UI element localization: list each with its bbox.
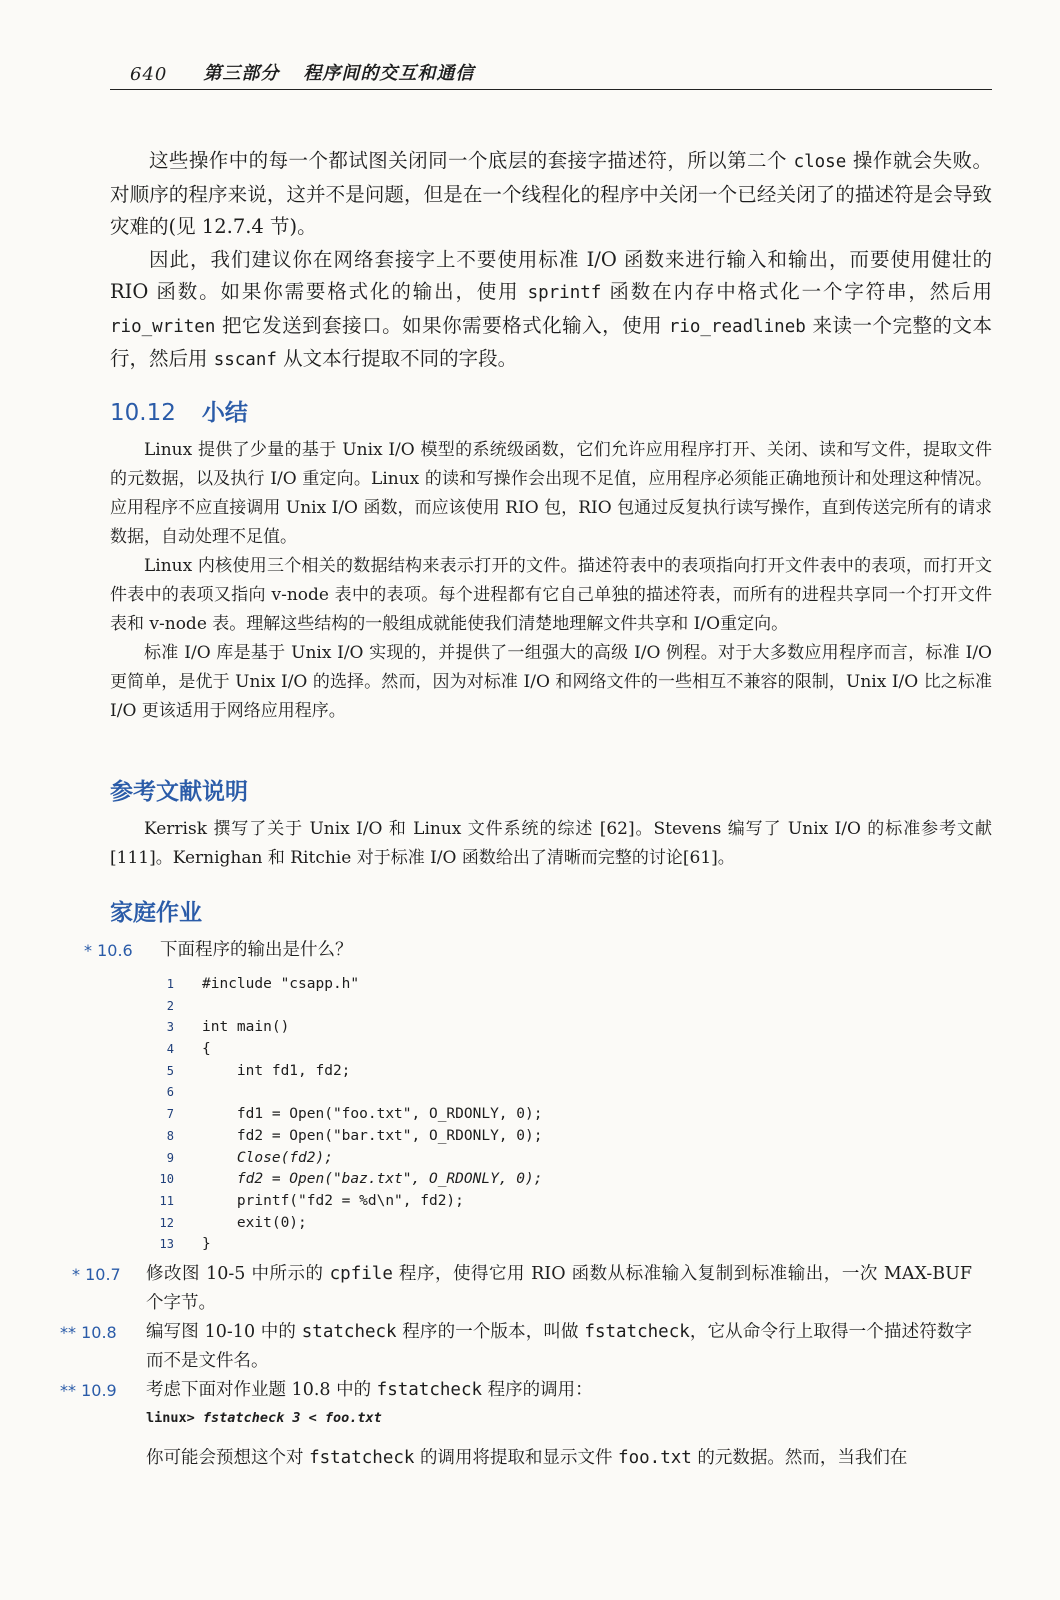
shell-prompt: linux> bbox=[146, 1410, 195, 1426]
summary-paragraph-3: 标准 I/O 库是基于 Unix I/O 实现的，并提供了一组强大的高级 I/O 例程。对于大多数应用程序而言，标准 I/O 更简单，是优于 Unix I/O 的选择。然而，因为对标准 I/O 和网络文件的一些相互不兼容的限制，Unix I/O 比之标准 I/O 更该适用于网络应用程序。 bbox=[110, 643, 992, 721]
text-run: 编写图 10-10 中的 bbox=[146, 1322, 302, 1342]
exercise-number: * 10.7 bbox=[72, 1265, 121, 1284]
text-run: 的元数据。然而，当我们在 bbox=[691, 1448, 908, 1468]
exercise-text bbox=[146, 1318, 972, 1376]
text-run: ，它从命令行上取得一个描述符数字而不是文件名。 bbox=[146, 1322, 973, 1371]
inline-code: fstatcheck bbox=[309, 1448, 415, 1468]
inline-code: statcheck bbox=[301, 1322, 397, 1342]
line-number: 8 bbox=[166, 1128, 174, 1143]
text-run: 你可能会预想这个对 bbox=[146, 1448, 310, 1468]
exercise-number: ** 10.9 bbox=[60, 1381, 117, 1400]
exercise-text bbox=[146, 1260, 972, 1318]
intro-paragraph-2 bbox=[110, 244, 992, 377]
section-title: 小结 bbox=[201, 400, 248, 426]
code-line bbox=[140, 1234, 740, 1256]
line-number: 11 bbox=[159, 1193, 174, 1208]
section-number: 10.12 bbox=[110, 400, 176, 426]
code-text: exit(0); bbox=[202, 1214, 307, 1231]
code-line bbox=[140, 996, 740, 1018]
exercise-10-7 bbox=[0, 1260, 1000, 1320]
text-run: 把它发送到套接口。如果你需要格式化输入，使用 bbox=[215, 313, 669, 337]
code-text: fd2 = Open("bar.txt", O_RDONLY, 0); bbox=[202, 1127, 543, 1144]
exercise-10-8 bbox=[0, 1318, 1000, 1378]
chapter-title: 程序间的交互和通信 bbox=[303, 63, 475, 84]
line-number: 7 bbox=[166, 1107, 174, 1122]
inline-code: sscanf bbox=[213, 350, 277, 370]
line-number: 13 bbox=[159, 1237, 174, 1252]
code-text: } bbox=[202, 1236, 211, 1253]
references-paragraph: Kerrisk 撰写了关于 Unix I/O 和 Linux 文件系统的综述 [62]。Stevens 编写了 Unix I/O 的标准参考文献[111]。Kernighan 和 Ritchie 对于标准 I/O 函数给出了清晰而完整的讨论[61]。 bbox=[110, 819, 992, 868]
line-number: 3 bbox=[166, 1020, 174, 1035]
code-line bbox=[140, 974, 740, 996]
summary-heading bbox=[110, 394, 248, 427]
exercise-text bbox=[146, 1444, 972, 1473]
code-text: Close(fd2); bbox=[202, 1149, 333, 1166]
line-number: 10 bbox=[159, 1172, 174, 1187]
line-number: 9 bbox=[166, 1150, 174, 1165]
text-run: 这些操作中的每一个都试图关闭同一个底层的套接字描述符，所以第二个 bbox=[149, 149, 794, 172]
code-text: #include "csapp.h" bbox=[202, 976, 360, 992]
command-args: fstatcheck 3 < foo.txt bbox=[202, 1410, 382, 1426]
part-title: 第三部分 bbox=[203, 63, 280, 84]
text-run: 程序，使得它用 RIO 函数从标准输入复制到标准输出，一次 MAX-BUF 个字节。 bbox=[146, 1264, 972, 1313]
text-run: 因此，我们建议你在网络套接字上不要使用标准 I/O 函数来进行输入和输出，而要使用健壮的 RIO 函数。如果你需要格式化的输出，使用 bbox=[110, 247, 992, 303]
homework-heading: 家庭作业 bbox=[110, 900, 202, 926]
text-run: 来读一个完整的文本行，然后用 bbox=[110, 313, 992, 370]
text-run: 考虑下面对作业题 10.8 中的 bbox=[146, 1380, 377, 1400]
code-line bbox=[140, 1017, 740, 1039]
running-head bbox=[110, 58, 992, 90]
line-number: 2 bbox=[166, 998, 174, 1013]
text-run: 程序的一个版本，叫做 bbox=[396, 1322, 585, 1342]
references-heading: 参考文献说明 bbox=[110, 779, 248, 805]
inline-code: fstatcheck bbox=[584, 1322, 690, 1342]
code-line bbox=[140, 1082, 740, 1104]
code-text: fd1 = Open("foo.txt", O_RDONLY, 0); bbox=[202, 1106, 543, 1123]
code-text: fd2 = Open("baz.txt", O_RDONLY, 0); bbox=[202, 1171, 543, 1188]
exercise-number: ** 10.8 bbox=[60, 1323, 117, 1342]
line-number: 1 bbox=[166, 977, 174, 991]
code-line bbox=[140, 1039, 740, 1061]
inline-code: fstatcheck bbox=[376, 1380, 483, 1400]
summary-text bbox=[110, 436, 992, 726]
code-line bbox=[140, 1126, 740, 1148]
code-listing bbox=[140, 974, 740, 1256]
intro-paragraph-1 bbox=[110, 145, 992, 244]
text-run: 函数在内存中格式化一个字符串，然后用 bbox=[601, 280, 992, 303]
page-number: 640 bbox=[130, 64, 168, 85]
text-run: 的调用将提取和显示文件 bbox=[414, 1448, 619, 1468]
inline-code: sprintf bbox=[527, 283, 602, 303]
command-line-example bbox=[146, 1410, 382, 1426]
intro-text bbox=[110, 145, 992, 377]
exercise-text: 下面程序的输出是什么？ bbox=[160, 940, 353, 960]
inline-code: foo.txt bbox=[618, 1448, 692, 1468]
code-text: int main() bbox=[202, 1019, 290, 1036]
text-run: 程序的调用： bbox=[482, 1380, 593, 1400]
summary-paragraph-1: Linux 提供了少量的基于 Unix I/O 模型的系统级函数，它们允许应用程序打开、关闭、读和写文件，提取文件的元数据，以及执行 I/O 重定向。Linux 的读和写操作会出现不足值，应用程序必须能正确地预计和处理这种情况。应用程序不应直接调用 Unix I/O 函数，而应该使用 RIO 包，RIO 包通过反复执行读写操作，直到传送完所有的请求数据，自动处理不足值。 bbox=[110, 440, 992, 547]
inline-code: cpfile bbox=[329, 1264, 393, 1284]
exercise-10-9 bbox=[0, 1376, 1000, 1406]
exercise-text bbox=[146, 1376, 972, 1405]
code-line bbox=[140, 1104, 740, 1126]
exercise-10-6 bbox=[0, 936, 1000, 966]
text-run: 修改图 10-5 中所示的 bbox=[146, 1264, 330, 1284]
code-line bbox=[140, 1213, 740, 1235]
code-line bbox=[140, 1191, 740, 1213]
code-line bbox=[140, 1148, 740, 1170]
text-run: 操作就会失败。对顺序的程序来说，这并不是问题，但是在一个线程化的程序中关闭一个已经关闭了的描述符是会导致灾难的(见 12.7.4 节)。 bbox=[110, 149, 992, 238]
code-line bbox=[140, 1169, 740, 1191]
line-number: 4 bbox=[166, 1042, 174, 1057]
text-run: 从文本行提取不同的字段。 bbox=[276, 347, 518, 370]
references-text bbox=[110, 815, 992, 873]
line-number: 12 bbox=[159, 1215, 174, 1230]
code-line bbox=[140, 1061, 740, 1083]
line-number: 5 bbox=[166, 1063, 174, 1078]
code-text: printf("fd2 = %d\n", fd2); bbox=[202, 1192, 464, 1209]
exercise-continuation bbox=[146, 1444, 972, 1474]
inline-code: close bbox=[793, 152, 847, 172]
exercise-number: * 10.6 bbox=[84, 941, 133, 960]
inline-code: rio_readlineb bbox=[668, 316, 806, 337]
code-text: { bbox=[202, 1041, 211, 1058]
line-number: 6 bbox=[166, 1085, 174, 1100]
code-text: int fd1, fd2; bbox=[202, 1062, 351, 1079]
summary-paragraph-2: Linux 内核使用三个相关的数据结构来表示打开的文件。描述符表中的表项指向打开文件表中的表项，而打开文件表中的表项又指向 v-node 表中的表项。每个进程都有它自己单独的描述符表，而所有的进程共享同一个打开文件表和 v-node 表。理解这些结构的一般组成就能使我们清楚地理解文件共享和 I/O重定向。 bbox=[110, 556, 992, 634]
inline-code: rio_writen bbox=[110, 316, 216, 337]
